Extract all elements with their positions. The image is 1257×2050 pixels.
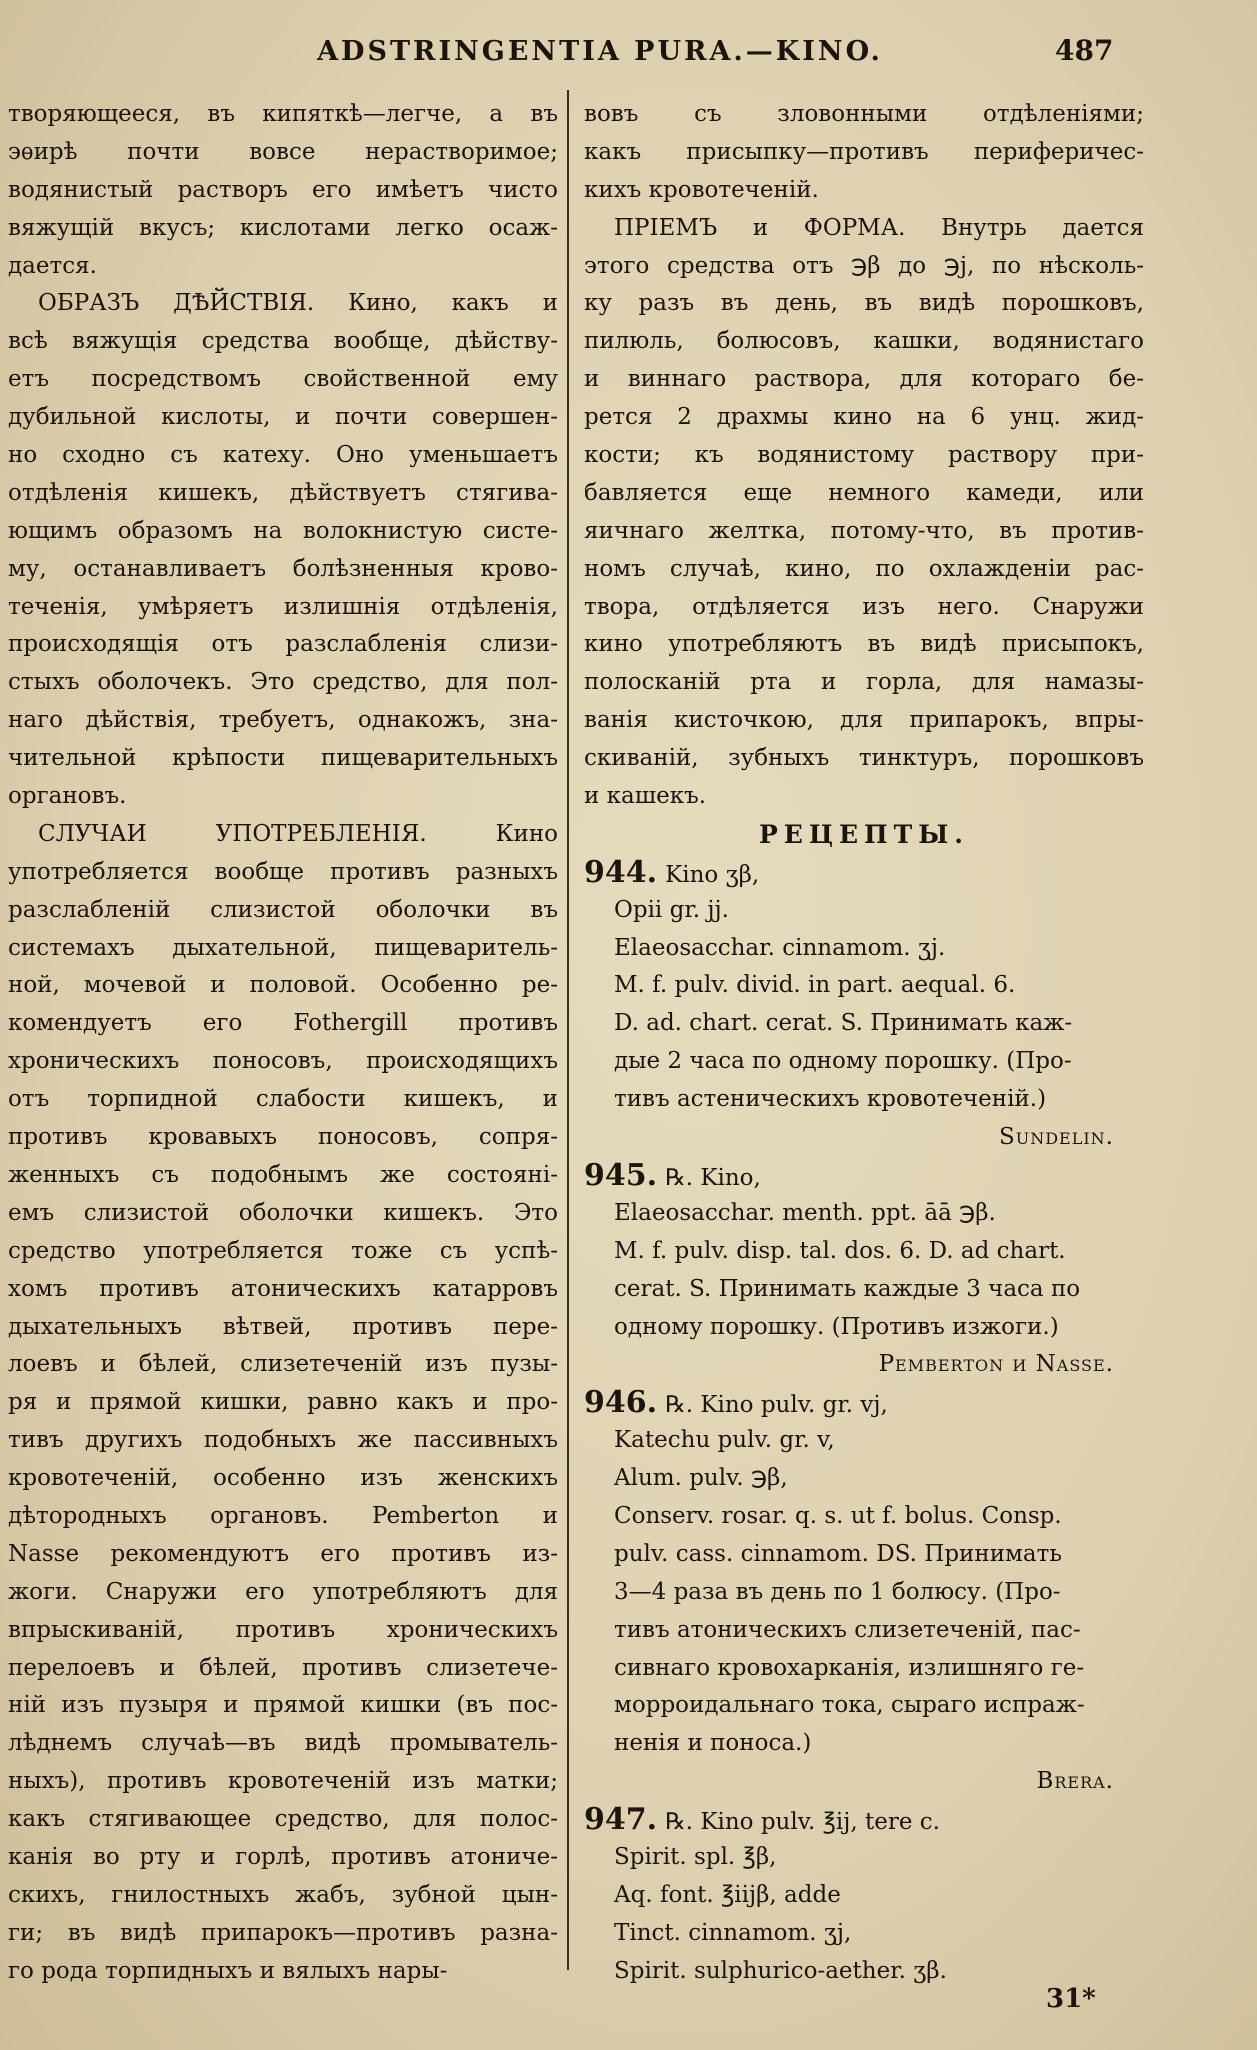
text-line: употребляется вообще противъ разныхъ: [8, 858, 558, 885]
text-line: ря и прямой кишки, равно какъ и про-: [8, 1389, 558, 1416]
text-line: емъ слизистой оболочки кишекъ. Это: [8, 1199, 558, 1226]
recipe-line: одному порошку. (Противъ изжоги.): [614, 1313, 1059, 1340]
text-line: ку разъ въ день, въ видѣ порошковъ,: [584, 290, 1144, 317]
recipe-first-line: [584, 1157, 1144, 1195]
text-line: этого средства отъ ℈β до ℈j, по нѣсколь-: [584, 252, 1144, 279]
recipe-line: Conserv. rosar. q. s. ut f. bolus. Consp.: [614, 1502, 1062, 1529]
text-line: ванія кисточкою, для припарокъ, впры-: [584, 707, 1144, 734]
text-line: ПРІЕМЪ и ФОРМА. Внутрь дается: [614, 214, 1144, 241]
text-line: какъ присыпку—противъ периферичес-: [584, 138, 1144, 165]
recipe-first-line: [584, 1384, 1144, 1422]
text-line: органовъ.: [8, 783, 127, 810]
text-line: кино употребляютъ въ видѣ присыпокъ,: [584, 631, 1144, 658]
recipe-number: 947.: [584, 1802, 658, 1838]
recipe-line: тивъ атоническихъ слизетеченій, пас-: [614, 1616, 1081, 1643]
recipe-line: Spirit. sulphurico-aether. ʒβ.: [614, 1957, 947, 1984]
recipe-text: ℞. Kino pulv. ℥ij, tere c.: [665, 1809, 940, 1836]
recipe-line: Elaeosacchar. menth. ppt. āā ℈β.: [614, 1199, 996, 1226]
text-line: хомъ противъ атоническихъ катарровъ: [8, 1275, 558, 1302]
column-divider: [567, 90, 569, 1970]
text-line: и виннаго раствора, для котораго бе-: [584, 366, 1144, 393]
recipe-line: дые 2 часа по одному порошку. (Про-: [614, 1048, 1072, 1075]
text-line: происходящія отъ разслабленія слизи-: [8, 631, 558, 658]
text-line: творяющееся, въ кипяткѣ—легче, а въ: [8, 101, 558, 127]
text-line: разслабленій слизистой оболочки въ: [8, 896, 558, 923]
text-line: теченія, умѣряетъ излишнія отдѣленія,: [8, 593, 558, 620]
text-line: жоги. Снаружи его употребляютъ для: [8, 1578, 558, 1605]
recipe-line: 3—4 раза въ день по 1 болюсу. (Про-: [614, 1578, 1061, 1605]
text-line: Nasse рекомендуютъ его противъ из-: [8, 1540, 558, 1567]
text-line: му, останавливаетъ болѣзненныя крово-: [8, 555, 558, 582]
text-line: тивъ другихъ подобныхъ же пассивныхъ: [8, 1427, 558, 1454]
text-line: лоевъ и бѣлей, слизетеченій изъ пузы-: [8, 1351, 558, 1378]
recipe-text: ℞. Kino pulv. gr. vj,: [665, 1392, 888, 1419]
text-line: и кашекъ.: [584, 783, 707, 810]
text-line: системахъ дыхательной, пищеваритель-: [8, 934, 558, 961]
text-line: бавляется еще немного камеди, или: [584, 479, 1144, 506]
recipe-line: Opii gr. jj.: [614, 896, 729, 923]
running-title: ADSTRINGENTIA PURA.—KINO.: [317, 36, 883, 67]
recipes-heading: РЕЦЕПТЫ.: [758, 819, 970, 849]
recipe-line: Katechu pulv. gr. v,: [614, 1427, 835, 1454]
text-line: чительной крѣпости пищеварительныхъ: [8, 745, 558, 772]
text-line: ній изъ пузыря и прямой кишки (въ пос-: [8, 1692, 558, 1719]
text-line: ющимъ образомъ на волокнистую систе-: [8, 517, 558, 544]
recipe-line: Alum. pulv. ℈β,: [614, 1465, 788, 1492]
text-line: ОБРАЗЪ ДѢЙСТВІЯ. Кино, какъ и: [38, 290, 558, 317]
text-line: вовъ съ зловонными отдѣленіями;: [584, 101, 1144, 127]
text-line: канія во рту и горлѣ, противъ атониче-: [8, 1843, 558, 1870]
text-line: скихъ, гнилостныхъ жабъ, зубной цын-: [8, 1881, 558, 1908]
text-line: ной, мочевой и половой. Особенно ре-: [8, 972, 558, 999]
recipe-line: Elaeosacchar. cinnamom. ʒj.: [614, 934, 946, 961]
recipe-number: 945.: [584, 1157, 658, 1193]
text-line: ги; въ видѣ припарокъ—противъ разна-: [8, 1919, 558, 1946]
text-line: рется 2 драхмы кино на 6 унц. жид-: [584, 404, 1144, 431]
recipe-number: 946.: [584, 1385, 658, 1421]
text-line: лѣднемъ случаѣ—въ видѣ промыватель-: [8, 1730, 558, 1757]
text-line: го рода торпидныхъ и вялыхъ нары-: [8, 1957, 448, 1984]
text-line: впрыскиваній, противъ хроническихъ: [8, 1616, 558, 1643]
text-line: наго дѣйствія, требуетъ, однакожъ, зна-: [8, 707, 558, 734]
text-line: яичнаго желтка, потому-что, въ против-: [584, 517, 1144, 544]
recipe-line: M. f. pulv. divid. in part. aequal. 6.: [614, 972, 1016, 999]
recipe-line: тивъ астеническихъ кровотеченій.): [614, 1086, 1047, 1113]
recipe-line: pulv. cass. cinnamom. DS. Принимать: [614, 1540, 1062, 1567]
text-line: дается.: [8, 252, 97, 279]
recipe-number: 944.: [584, 854, 658, 890]
text-line: дубильной кислоты, и почти совершен-: [8, 404, 558, 431]
recipe-author: Brera.: [1036, 1768, 1114, 1795]
recipe-author: Sundelin.: [998, 1124, 1114, 1151]
signature-mark: 31*: [1046, 1984, 1096, 2014]
text-line: но сходно съ катеху. Оно уменьшаетъ: [8, 442, 558, 469]
text-line: средство употребляется тоже съ успѣ-: [8, 1237, 558, 1264]
text-line: водянистый растворъ его имѣетъ чисто: [8, 176, 558, 203]
text-line: всѣ вяжущія средства вообще, дѣйству-: [8, 328, 558, 355]
text-line: противъ кровавыхъ поносовъ, сопря-: [8, 1124, 558, 1151]
text-line: номъ случаѣ, кино, по охлажденіи рас-: [584, 555, 1144, 582]
text-line: твора, отдѣляется изъ него. Снаружи: [584, 593, 1144, 620]
text-line: кихъ кровотеченій.: [584, 176, 819, 203]
text-line: скиваній, зубныхъ тинктуръ, порошковъ: [584, 745, 1144, 772]
recipe-text: Kino ʒβ,: [665, 861, 760, 888]
text-line: ныхъ), противъ кровотеченій изъ матки;: [8, 1768, 558, 1795]
recipe-line: морроидальнаго тока, сыраго испраж-: [614, 1692, 1085, 1719]
recipe-line: D. ad. chart. cerat. S. Принимать каж-: [614, 1010, 1073, 1037]
text-line: полосканій рта и горла, для намазы-: [584, 669, 1144, 696]
text-line: какъ стягивающее средство, для полос-: [8, 1806, 558, 1833]
recipe-first-line: [584, 854, 1144, 892]
text-line: СЛУЧАИ УПОТРЕБЛЕНІЯ. Кино: [38, 820, 558, 847]
page-header: [0, 30, 1257, 80]
text-line: вяжущій вкусъ; кислотами легко осаж-: [8, 214, 558, 241]
recipe-line: M. f. pulv. disp. tal. dos. 6. D. ad chart.: [614, 1237, 1066, 1264]
text-line: дѣтородныхъ органовъ. Pemberton и: [8, 1502, 558, 1529]
recipe-line: Aq. font. ℥iijβ, adde: [614, 1881, 841, 1908]
text-line: отдѣленія кишекъ, дѣйствуетъ стягива-: [8, 479, 558, 506]
text-line: етъ посредствомъ свойственной ему: [8, 366, 558, 393]
recipe-text: ℞. Kino,: [665, 1164, 761, 1191]
text-line: отъ торпидной слабости кишекъ, и: [8, 1086, 558, 1113]
page-number: 487: [1055, 34, 1114, 67]
recipe-first-line: [584, 1801, 1144, 1839]
right-column: [584, 96, 1144, 1991]
left-column: [8, 96, 558, 1991]
text-line: перелоевъ и бѣлей, противъ слизетече-: [8, 1654, 558, 1681]
recipe-line: Spirit. spl. ℥β,: [614, 1843, 777, 1870]
recipe-line: Tinct. cinnamom. ʒj,: [614, 1919, 852, 1946]
text-line: стыхъ оболочекъ. Это средство, для пол-: [8, 669, 558, 696]
recipe-author: Pemberton и Nasse.: [878, 1351, 1114, 1378]
text-line: хроническихъ поносовъ, происходящихъ: [8, 1048, 558, 1075]
text-line: женныхъ съ подобнымъ же состояні-: [8, 1161, 558, 1188]
recipe-line: cerat. S. Принимать каждые 3 часа по: [614, 1275, 1081, 1302]
text-line: комендуетъ его Fothergill противъ: [8, 1010, 558, 1037]
text-line: пилюль, болюсовъ, кашки, водянистаго: [584, 328, 1144, 355]
text-line: кости; къ водянистому раствору при-: [584, 442, 1144, 469]
text-line: эѳирѣ почти вовсе нерастворимое;: [8, 138, 558, 165]
text-line: кровотеченій, особенно изъ женскихъ: [8, 1465, 558, 1492]
text-line: дыхательныхъ вѣтвей, противъ пере-: [8, 1313, 558, 1340]
recipe-line: сивнаго кровохарканія, излишняго ге-: [614, 1654, 1085, 1681]
recipe-line: ненія и поноса.): [614, 1730, 812, 1757]
